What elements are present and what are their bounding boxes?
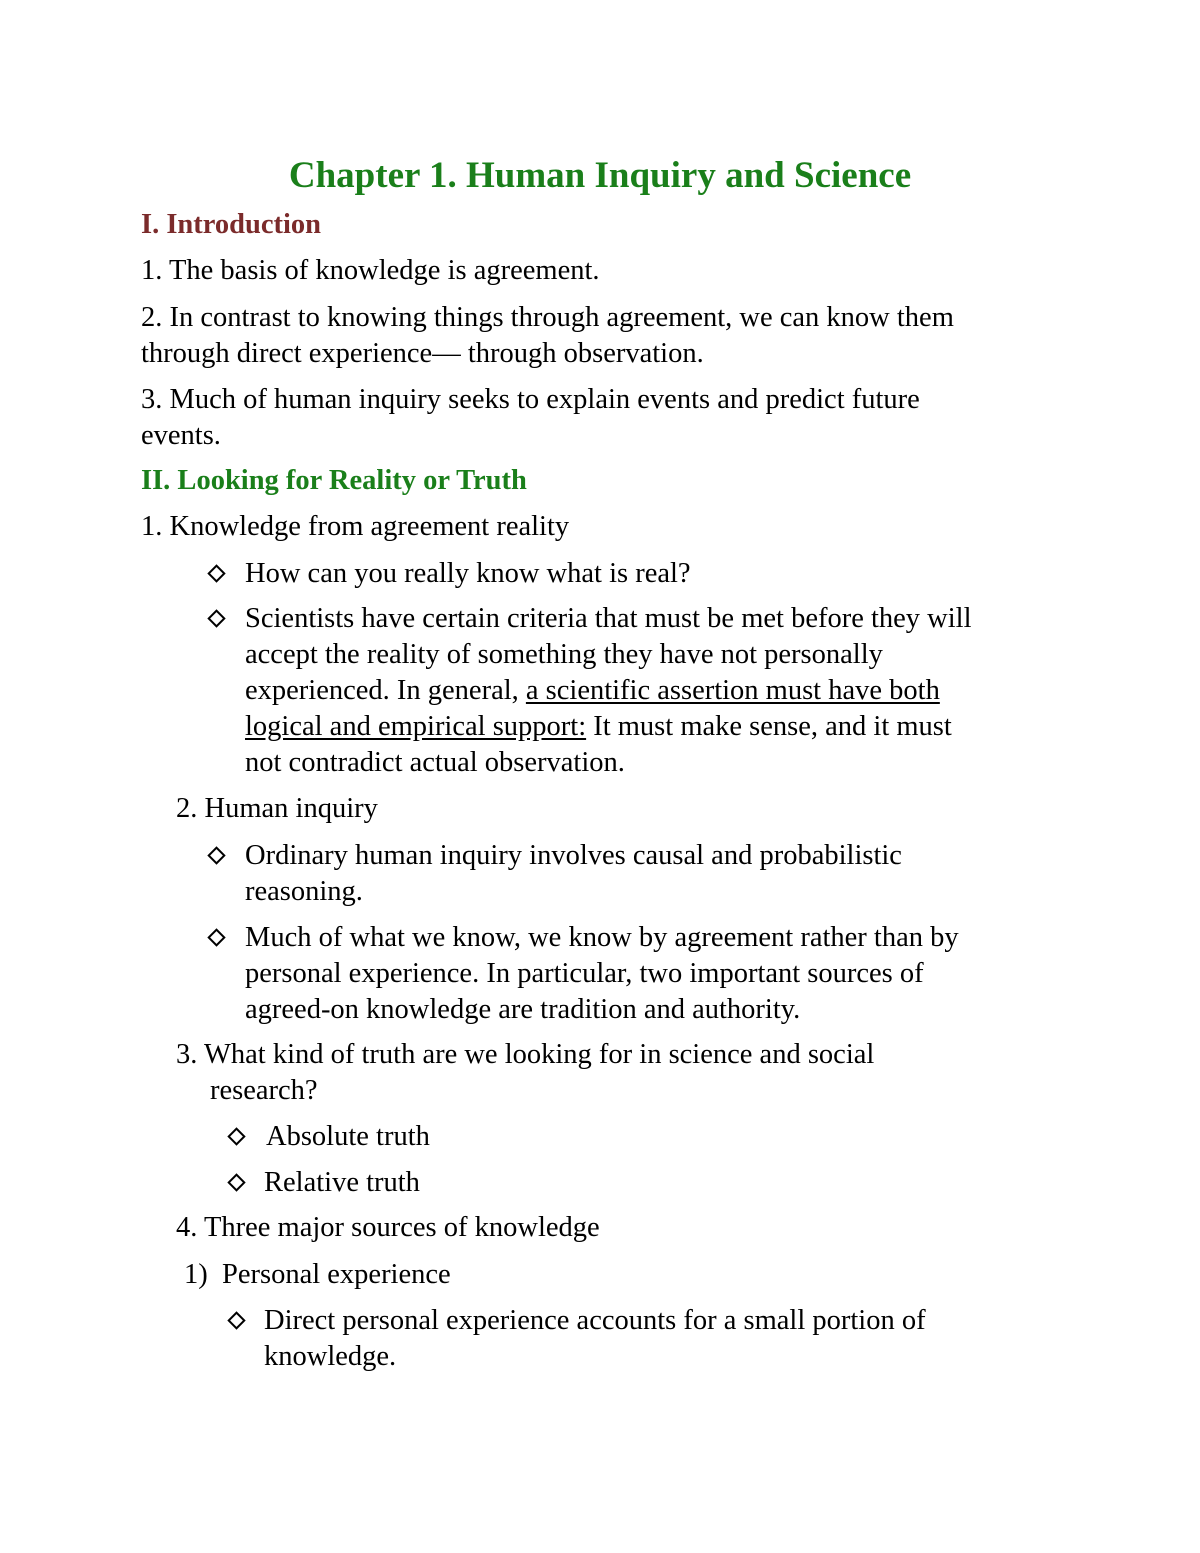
reality-item-1-bullet-1: How can you really know what is real? [245,558,691,589]
section-heading-reality: II. Looking for Reality or Truth [141,465,527,496]
reality-item-2-bullet-2-line-1: Much of what we know, we know by agreement rather than by [245,922,959,953]
reality-item-1-bullet-2-line-2: accept the reality of something they have not personally [245,639,883,670]
reality-item-1-bullet-2-line-1: Scientists have certain criteria that must be met before they will [245,603,972,634]
intro-item-2-line-2: through direct experience— through observation. [141,338,704,369]
reality-item-4-label: 4. Three major sources of knowledge [176,1212,600,1243]
reality-item-4-bullet-1-line-2: knowledge. [264,1341,397,1372]
underlined-text: a scientific assertion must have both [525,675,940,706]
intro-item-2-line-1: 2. In contrast to knowing things through agreement, we can know them [141,302,954,333]
diamond-bullet-icon [207,846,225,864]
diamond-bullet-icon [207,564,225,582]
intro-item-1: 1. The basis of knowledge is agreement. [141,255,600,286]
reality-item-3-label-line-2: research? [210,1075,318,1106]
reality-item-1-label: 1. Knowledge from agreement reality [141,511,570,542]
diamond-bullet-icon [227,1311,245,1329]
section-heading-introduction: I. Introduction [141,209,322,240]
diamond-bullet-icon [207,609,225,627]
diamond-bullet-icon [227,1127,245,1145]
reality-item-2-bullet-1-line-1: Ordinary human inquiry involves causal and probabilistic [245,840,902,871]
plain-text: experienced. In general, [245,675,526,706]
reality-item-4-bullet-1-line-1: Direct personal experience accounts for a small portion of [264,1305,926,1336]
reality-item-2-label: 2. Human inquiry [176,793,378,824]
reality-item-3-bullet-2: Relative truth [264,1167,420,1198]
reality-item-3-bullet-1: Absolute truth [266,1121,430,1152]
reality-item-2-bullet-1-line-2: reasoning. [245,876,363,907]
underlined-text: logical and empirical support: [245,711,587,742]
reality-item-2-bullet-2-line-3: agreed-on knowledge are tradition and authority. [245,994,801,1025]
plain-text: It must make sense, and it must [586,711,952,742]
intro-item-3-line-2: events. [141,420,221,451]
intro-item-3-line-1: 3. Much of human inquiry seeks to explain events and predict future [141,384,920,415]
reality-item-3-label-line-1: 3. What kind of truth are we looking for in science and social [176,1039,875,1070]
chapter-title: Chapter 1. Human Inquiry and Science [288,155,912,196]
reality-item-2-bullet-2-line-2: personal experience. In particular, two important sources of [245,958,924,989]
reality-item-1-bullet-2-line-5: not contradict actual observation. [245,747,625,778]
reality-item-1-bullet-2-line-4 [245,709,952,745]
reality-item-4-subitem-1: 1) Personal experience [184,1259,451,1290]
diamond-bullet-icon [227,1173,245,1191]
reality-item-1-bullet-2-line-3 [245,673,940,709]
diamond-bullet-icon [207,928,225,946]
